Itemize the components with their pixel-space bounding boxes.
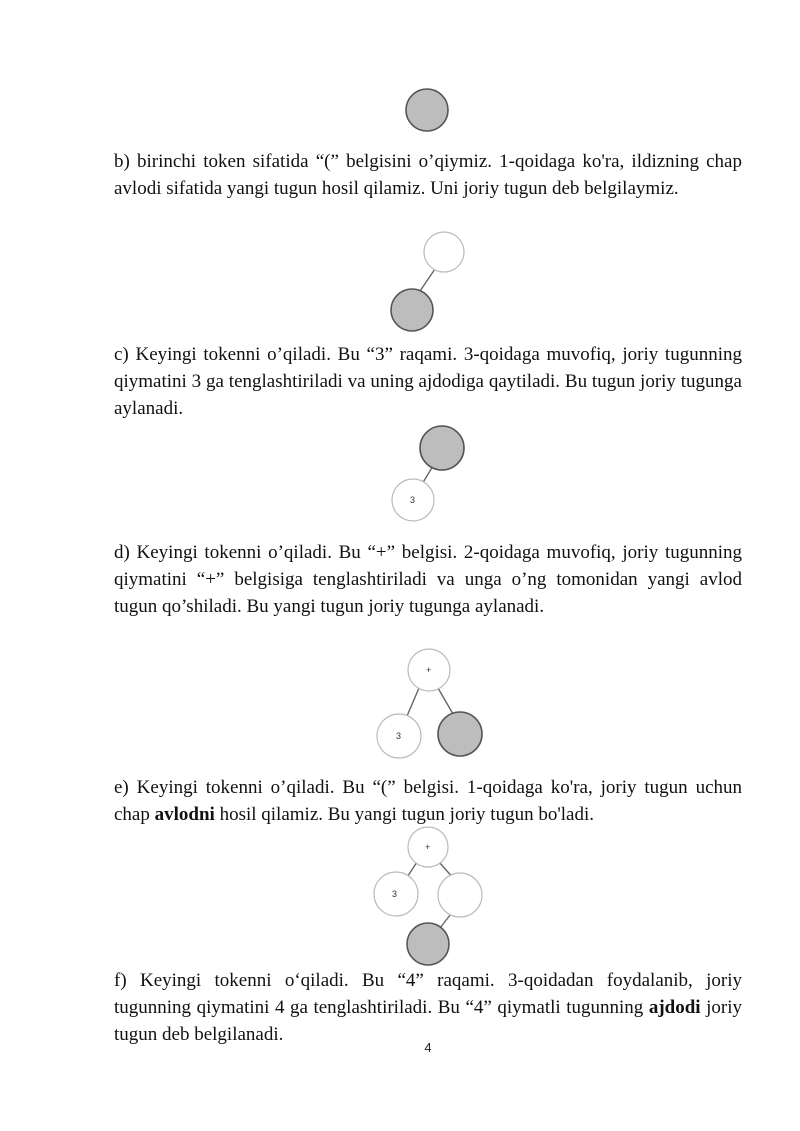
root-node xyxy=(424,232,464,272)
paragraph-f-text-before: f) Keyingi tokenni o‘qiladi. Bu “4” raqami. 3-qoidadan foydalanib, joriy tugunning qiymatini 4 ga tenglashtiriladi. Bu “4” qiymatli tugunning xyxy=(114,970,742,1018)
paragraph-e-text-before: e) Keyingi tokenni o’qiladi. Bu “(” belgisi. 1-qoidaga ko'ra, joriy tugun uchun chap xyxy=(114,777,742,825)
paragraph-e-text-after: hosil qilamiz. Bu yangi tugun joriy tugun bo'ladi. xyxy=(214,804,595,825)
paragraph-e-bold: avlodni xyxy=(154,804,215,825)
tree-edge-right xyxy=(438,688,453,714)
paragraph-f-bold: ajdodi xyxy=(648,997,701,1018)
paragraph-d xyxy=(114,539,742,620)
paragraph-b-text: b) birinchi token sifatida “(” belgisini o’qiymiz. 1-qoidaga ko'ra, ildizning chap avlodi sifatida yangi tugun hosil qilamiz. Uni joriy tugun deb belgilaymiz. xyxy=(114,151,742,199)
paragraph-b xyxy=(114,148,742,202)
tree-edge-left xyxy=(407,688,419,716)
node-plus-label: + xyxy=(425,842,431,852)
paragraph-f-text-after: joriy tugun deb belgilanadi. xyxy=(114,997,743,1045)
tree-diagram-e xyxy=(362,832,497,964)
page-number: 4 xyxy=(424,1040,432,1055)
node-3-label: 3 xyxy=(410,495,416,505)
node-right xyxy=(438,873,482,917)
tree-diagram-c xyxy=(380,424,480,532)
paragraph-d-text: d) Keyingi tokenni o’qiladi. Bu “+” belgisi. 2-qoidaga muvofiq, joriy tugunning qiymatini “+” belgisiga tenglashtiriladi va unga o’ng tomonidan yangi avlod tugun qo’shiladi. Bu yangi tugun joriy tugunga aylanadi. xyxy=(114,542,742,617)
current-node xyxy=(438,712,482,756)
current-node xyxy=(407,923,449,965)
paragraph-e xyxy=(114,774,742,828)
current-node xyxy=(406,89,448,131)
current-node xyxy=(391,289,433,331)
node-plus-label: + xyxy=(426,665,432,675)
tree-edge xyxy=(418,266,437,294)
node-3-label: 3 xyxy=(392,889,398,899)
paragraph-f xyxy=(114,967,742,1048)
paragraph-c xyxy=(114,341,742,422)
tree-diagram-a xyxy=(400,86,460,136)
paragraph-c-text: c) Keyingi tokenni o’qiladi. Bu “3” raqami. 3-qoidaga muvofiq, joriy tugunning qiymatini 3 ga tenglashtiriladi va uning ajdodiga qaytiladi. Bu tugun joriy tugunga aylanadi. xyxy=(114,344,742,419)
current-node xyxy=(420,426,464,470)
node-3-label: 3 xyxy=(396,731,402,741)
tree-diagram-b xyxy=(385,228,475,336)
tree-diagram-d xyxy=(370,648,495,766)
